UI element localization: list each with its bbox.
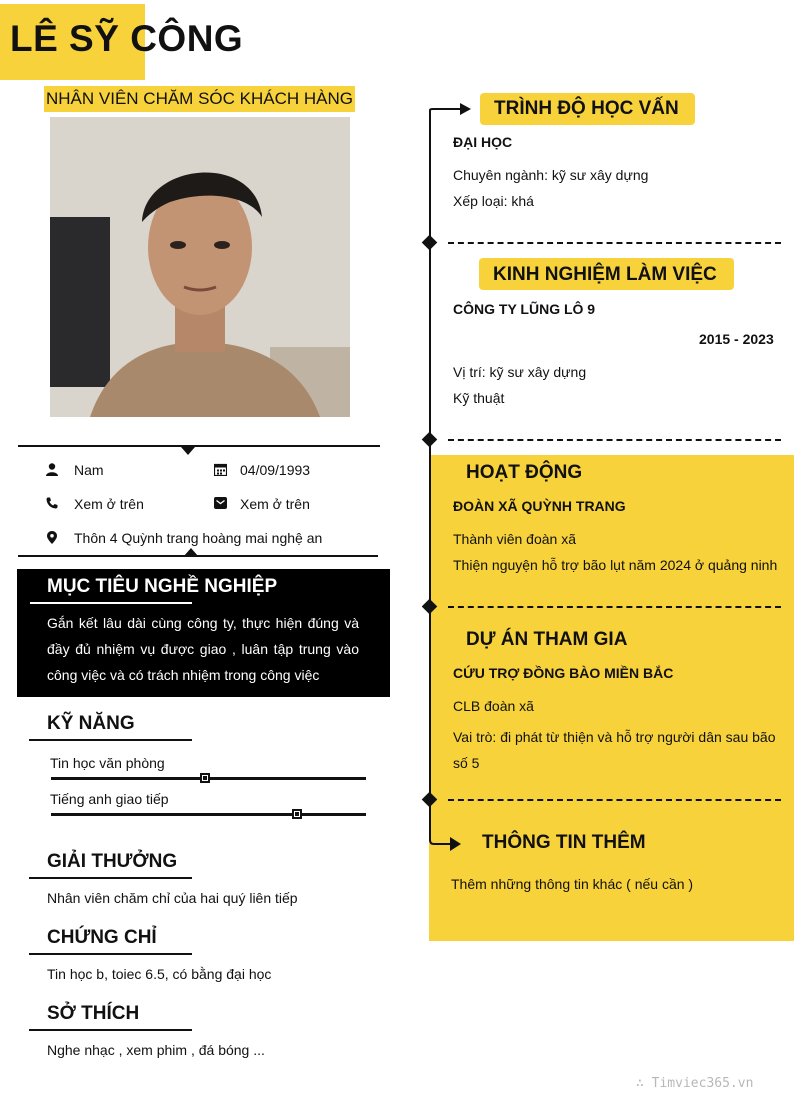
email-value: Xem ở trên: [240, 496, 310, 512]
timeline-start-arrow-icon: [429, 100, 473, 122]
experience-title: KINH NGHIỆM LÀM VIỆC: [493, 264, 717, 285]
timeline-node-1: [422, 235, 438, 251]
profile-photo: [50, 117, 350, 417]
section-separator-1: [448, 242, 781, 244]
education-title: TRÌNH ĐỘ HỌC VẤN: [494, 98, 679, 119]
education-major: Chuyên ngành: kỹ sư xây dựng: [453, 167, 649, 183]
user-icon: [44, 461, 60, 477]
job-title: NHÂN VIÊN CHĂM SÓC KHÁCH HÀNG: [44, 86, 355, 112]
hobbies-text: Nghe nhạc , xem phim , đá bóng ...: [47, 1042, 265, 1058]
section-separator-3: [448, 606, 781, 608]
certificates-title-underline: [29, 953, 192, 955]
projects-line2: Vai trò: đi phát từ thiện và hỗ trợ người dân sau bão số 5: [453, 729, 776, 771]
skill-knob-english: [292, 809, 302, 819]
experience-company: CÔNG TY LŨNG LÔ 9: [453, 301, 596, 317]
awards-title: GIẢI THƯỞNG: [47, 851, 178, 872]
education-grade: Xếp loại: khá: [453, 193, 534, 209]
experience-period: 2015 - 2023: [699, 331, 774, 347]
person-portrait-icon: [50, 117, 350, 417]
experience-position: Vị trí: kỹ sư xây dựng: [453, 364, 587, 380]
extra-info-title: THÔNG TIN THÊM: [482, 832, 646, 853]
projects-name: CỨU TRỢ ĐỒNG BÀO MIỀN BẮC: [453, 665, 674, 681]
info-bottom-divider: [18, 555, 378, 557]
skill-bar-office: [51, 777, 366, 780]
location-pin-icon: [44, 529, 60, 545]
phone-icon: [44, 495, 60, 511]
education-school: ĐẠI HỌC: [453, 134, 513, 150]
calendar-icon: [212, 461, 228, 477]
certificates-title: CHỨNG CHỈ: [47, 927, 157, 948]
projects-line1: CLB đoàn xã: [453, 698, 534, 714]
divider-pointer-down: [181, 447, 195, 455]
activities-org: ĐOÀN XÃ QUỲNH TRANG: [453, 498, 626, 514]
timeline-node-2: [422, 432, 438, 448]
candidate-name: LÊ SỸ CÔNG: [10, 18, 244, 59]
phone-value: Xem ở trên: [74, 496, 144, 512]
hobbies-title: SỞ THÍCH: [47, 1003, 140, 1024]
objective-text: Gắn kết lâu dài cùng công ty, thực hiện đúng và đầy đủ nhiệm vụ được giao , luân tập trung vào công việc và có trách nhiệm trong công việc: [47, 615, 359, 683]
activities-line1: Thành viên đoàn xã: [453, 531, 576, 547]
skill-bar-english: [51, 813, 366, 816]
timeline-line: [429, 111, 431, 841]
activities-title: HOẠT ĐỘNG: [466, 462, 583, 483]
projects-title: DỰ ÁN THAM GIA: [466, 629, 628, 650]
awards-title-underline: [29, 877, 192, 879]
skill-label-english: Tiếng anh giao tiếp: [50, 791, 169, 807]
watermark-text: Timviec365.vn: [651, 1076, 754, 1091]
gender-value: Nam: [74, 462, 104, 478]
certificates-text: Tin học b, toiec 6.5, có bằng đại học: [47, 966, 272, 982]
skills-title-underline: [29, 739, 192, 741]
objective-title: MỤC TIÊU NGHỀ NGHIỆP: [47, 576, 278, 597]
skill-label-office: Tin học văn phòng: [50, 755, 165, 771]
awards-text: Nhân viên chăm chỉ của hai quý liên tiếp: [47, 890, 298, 906]
timeline-end-arrow-icon: [429, 820, 463, 856]
activities-line2: Thiện nguyện hỗ trợ bão lụt năm 2024 ở quảng ninh: [453, 557, 778, 573]
objective-title-underline: [30, 602, 192, 604]
section-separator-4: [448, 799, 781, 801]
section-separator-2: [448, 439, 781, 441]
watermark: [636, 1076, 753, 1091]
skill-knob-office: [200, 773, 210, 783]
experience-detail: Kỹ thuật: [453, 390, 505, 406]
career-objective-section: [17, 569, 390, 697]
address-value: Thôn 4 Quỳnh trang hoàng mai nghệ an: [74, 530, 323, 546]
birthday-value: 04/09/1993: [240, 462, 311, 478]
watermark-dots-icon: ∴: [636, 1076, 652, 1091]
email-icon: [212, 495, 228, 511]
extra-info-text: Thêm những thông tin khác ( nếu cần ): [451, 876, 694, 892]
info-top-divider: [18, 445, 380, 447]
skills-title: KỸ NĂNG: [47, 713, 135, 734]
hobbies-title-underline: [29, 1029, 192, 1031]
